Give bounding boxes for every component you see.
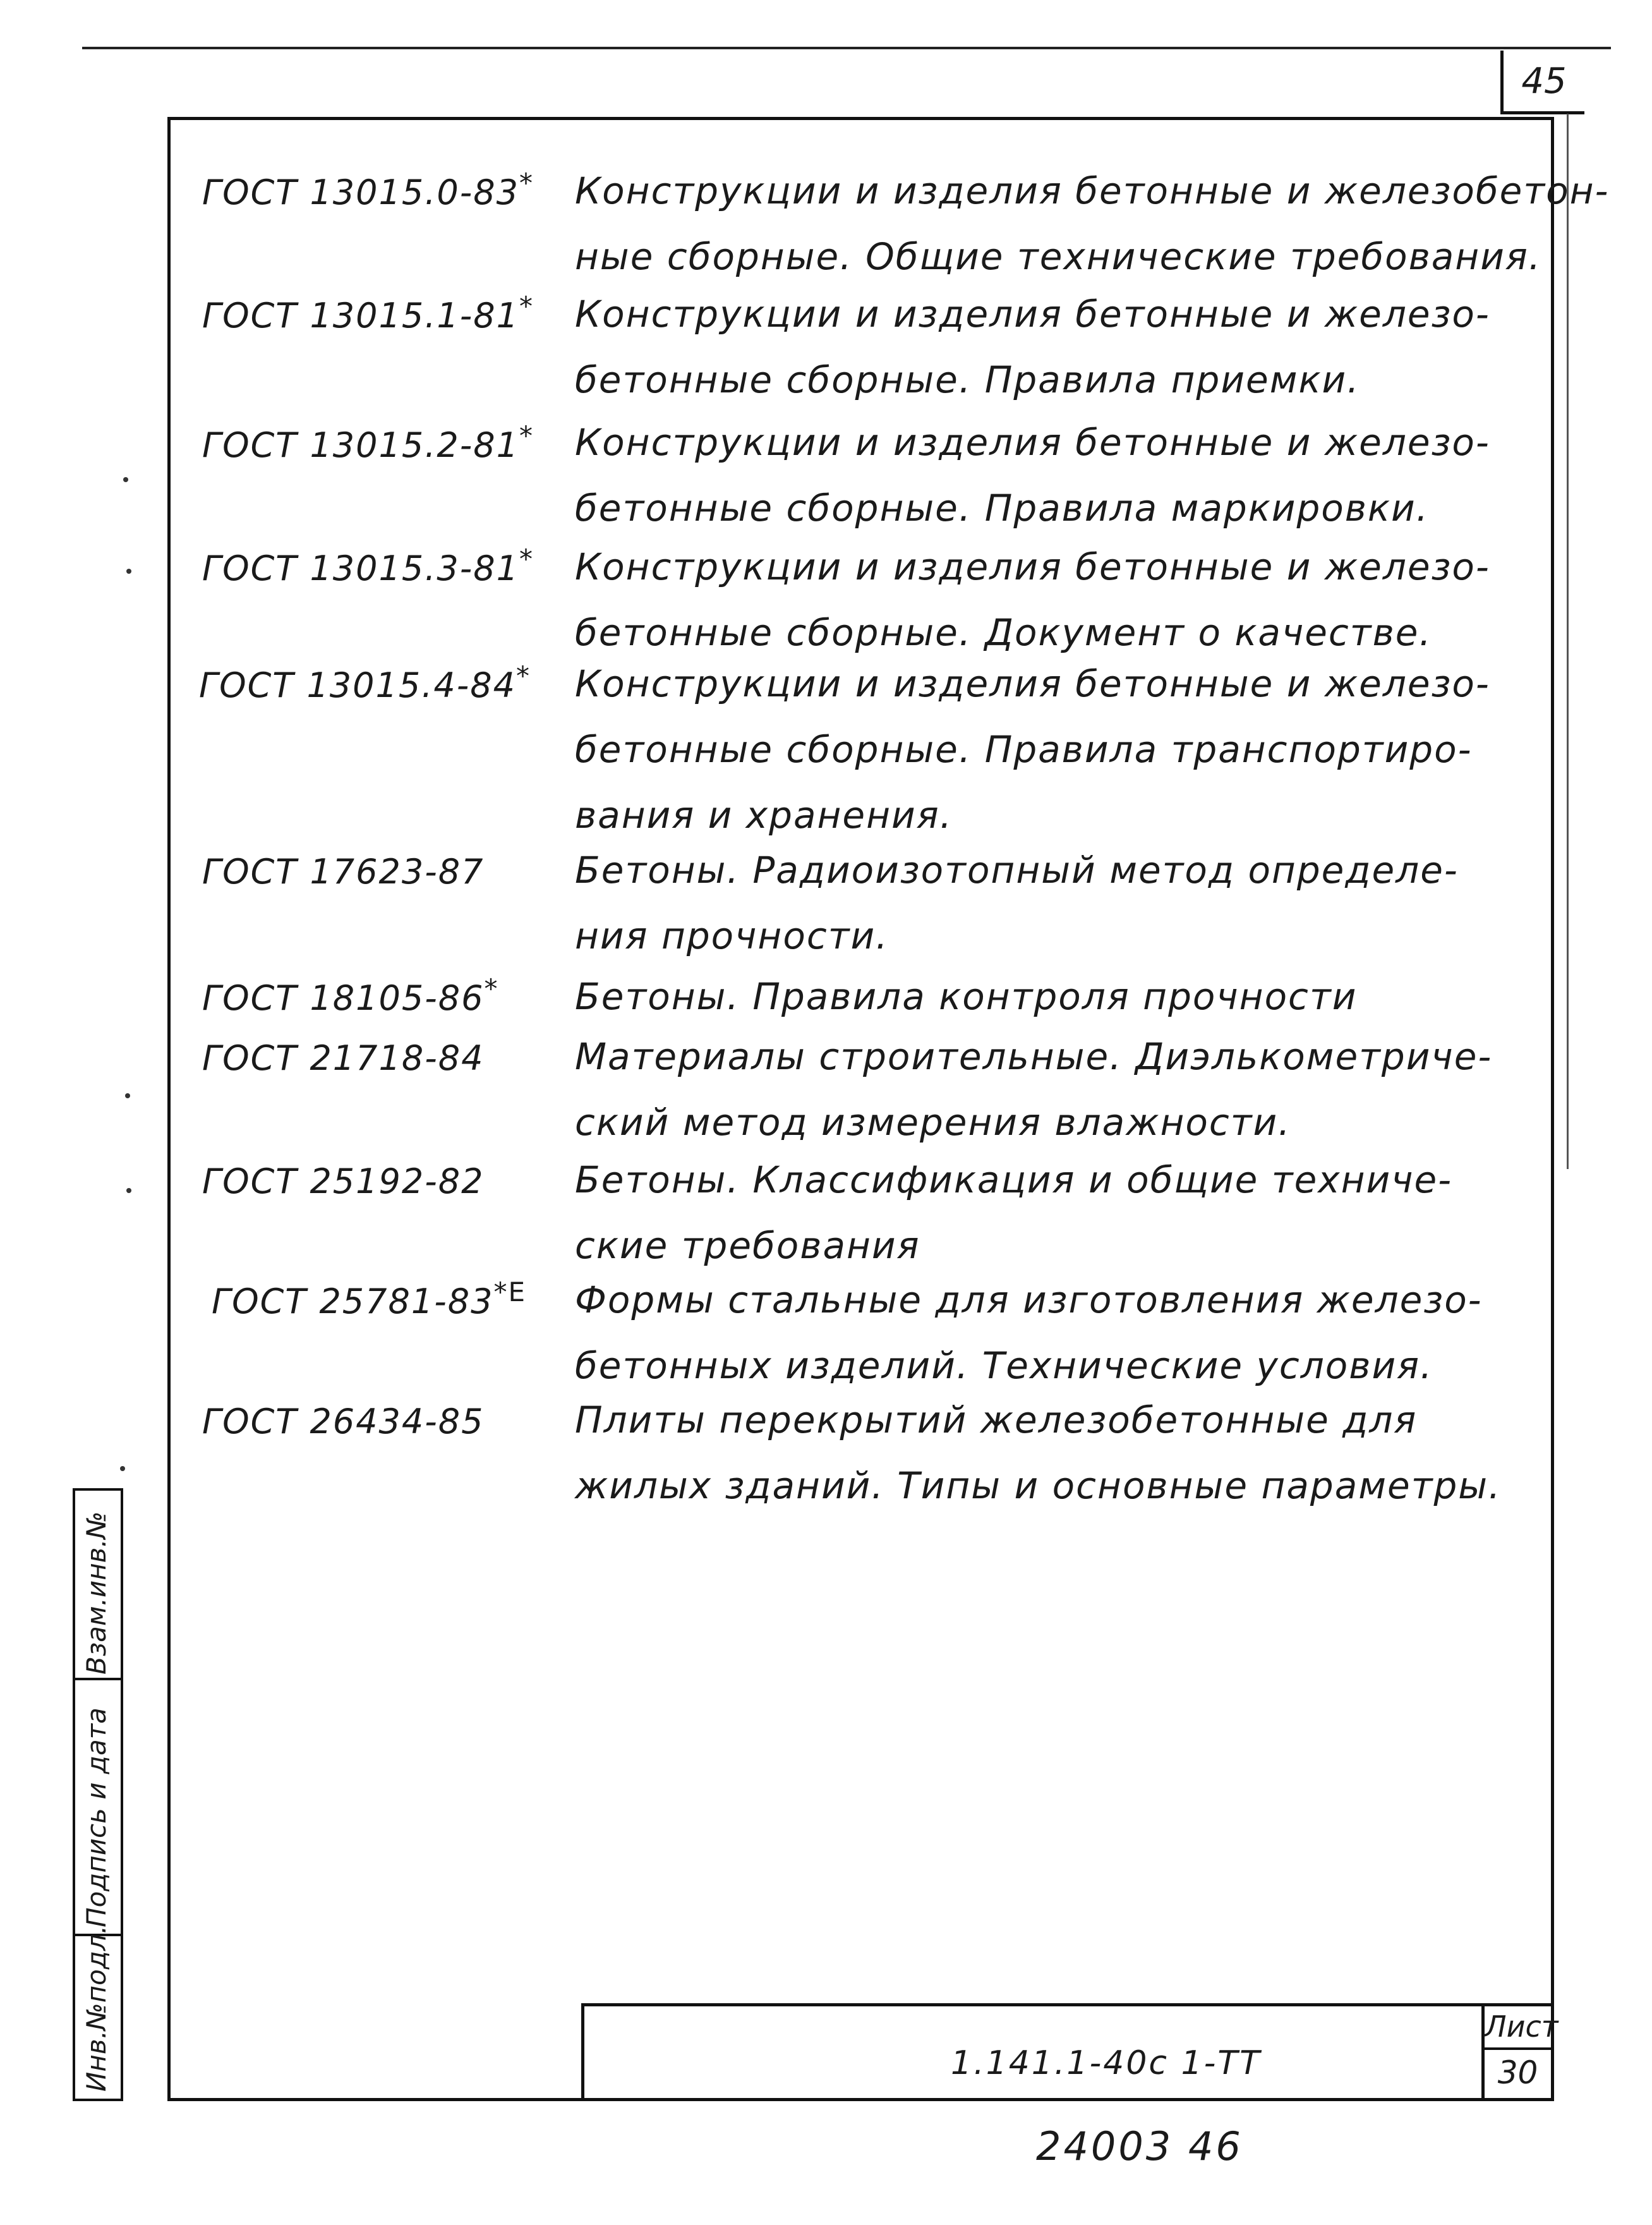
archive-number: 24003 46 (1036, 2123, 1243, 2169)
gost-code: ГОСТ 13015.4-84* (199, 660, 531, 705)
scan-speck (126, 569, 131, 574)
gost-code: ГОСТ 13015.1-81* (202, 291, 534, 336)
gost-code: ГОСТ 17623-87 (202, 852, 485, 892)
document-code: 1.141.1-40с 1-ТТ (951, 2044, 1262, 2082)
gost-description: Формы стальные для изготовления железо- бетонных изделий. Технические условия. (575, 1278, 1483, 1387)
gost-code: ГОСТ 18105-86* (202, 973, 499, 1018)
gost-description: Конструкции и изделия бетонные и железо- бетонные сборные. Документ о качестве. (575, 545, 1490, 654)
sheet-number: 30 (1497, 2054, 1538, 2091)
top-rule (82, 47, 1611, 49)
scan-speck (125, 1093, 130, 1098)
sheet-label: Лист (1485, 2006, 1551, 2050)
gost-description: Плиты перекрытий железобетонные для жилых зданий. Типы и основные параметры. (575, 1398, 1502, 1507)
gost-description: Бетоны. Радиоизотопный метод определе- ния прочности. (575, 849, 1459, 957)
gost-description: Конструкции и изделия бетонные и железо- бетонные сборные. Правила маркировки. (575, 421, 1490, 530)
gost-code: ГОСТ 13015.3-81* (202, 543, 534, 588)
scan-speck (123, 477, 128, 482)
title-stamp (581, 2003, 1559, 2098)
scan-speck (120, 1466, 125, 1471)
gost-code: ГОСТ 21718-84 (202, 1038, 485, 1078)
gost-code: ГОСТ 13015.2-81* (202, 420, 534, 465)
sheet-box (1481, 2006, 1559, 2098)
gost-description: Бетоны. Правила контроля прочности (575, 975, 1358, 1018)
gost-description: Конструкции и изделия бетонные и железо- бетонные сборные. Правила приемки. (575, 293, 1490, 401)
gost-description: Конструкции и изделия бетонные и железобетон- ные сборные. Общие технические требования. (575, 169, 1610, 278)
gost-description: Конструкции и изделия бетонные и железо- бетонные сборные. Правила транспортиро- вания и хранения. (575, 662, 1490, 837)
page-number-top: 45 (1500, 51, 1584, 114)
side-label-inv-zam: Взам.инв.№ (81, 1511, 112, 1675)
gost-code: ГОСТ 13015.0-83* (202, 167, 534, 212)
gost-code: ГОСТ $25781-83^{*E}$ (212, 1276, 526, 1321)
gost-code: ГОСТ 25192-82 (202, 1161, 485, 1201)
side-label-sign-date: Подпись и дата (81, 1707, 112, 1927)
gost-description: Бетоны. Классификация и общие техниче- ские требования (575, 1158, 1453, 1267)
side-label-inv-podl: Инв.№подл. (81, 1925, 112, 2092)
scan-speck (126, 1188, 131, 1193)
gost-description: Материалы строительные. Диэлькометриче- ский метод измерения влажности. (575, 1035, 1493, 1144)
gost-code: ГОСТ 26434-85 (202, 1402, 485, 1441)
right-margin-line (1567, 114, 1569, 1169)
